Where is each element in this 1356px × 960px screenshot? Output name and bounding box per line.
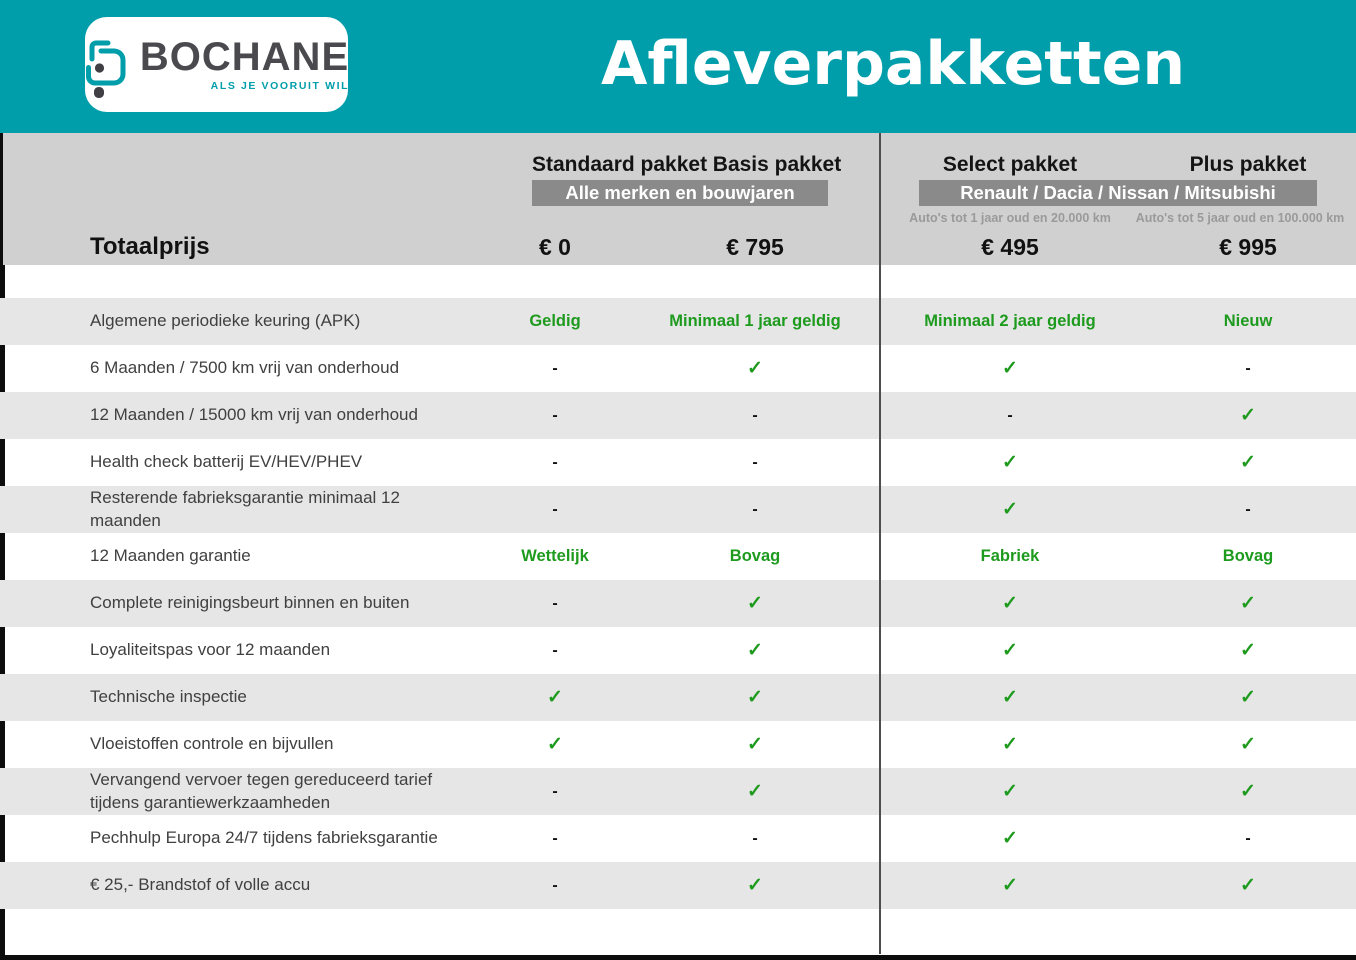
dash-mark: - [552,594,558,612]
check-mark-icon: ✓ [547,687,563,708]
check-mark-icon: ✓ [1002,687,1018,708]
feature-row [0,345,1356,392]
check-mark-icon: ✓ [747,875,763,896]
feature-label: 12 Maanden / 15000 km vrij van onderhoud [90,405,418,425]
feature-label: Health check batterij EV/HEV/PHEV [90,452,363,472]
check-mark-icon: ✓ [1002,452,1018,473]
check-mark-icon: ✓ [1002,875,1018,896]
dash-mark: - [552,500,558,518]
price-select: € 495 [981,233,1039,260]
feature-label: Resterende fabrieksgarantie minimaal 12 maanden [90,488,400,530]
logo-wordmark: BOCHANE [139,35,350,79]
feature-row [0,533,1356,580]
spacer-row [0,265,1356,298]
dash-mark: - [552,406,558,424]
dash-mark: - [552,359,558,377]
feature-row [0,392,1356,439]
check-mark-icon: ✓ [1240,875,1256,896]
feature-label: Algemene periodieke keuring (APK) [90,311,361,331]
feature-row [0,768,1356,815]
feature-label: 12 Maanden garantie [90,546,251,566]
feature-label: 6 Maanden / 7500 km vrij van onderhoud [90,358,400,378]
dash-mark: - [752,453,758,471]
check-mark-icon: ✓ [747,640,763,661]
feature-label: Complete reinigingsbeurt binnen en buiten [90,593,410,613]
header-banner [0,0,1356,133]
dash-mark: - [1245,359,1251,377]
bochane-car-icon [84,35,130,99]
feature-label: Technische inspectie [90,687,247,707]
column-subtitle-select: Auto's tot 1 jaar oud en 20.000 km [909,211,1111,225]
check-mark-icon: ✓ [747,687,763,708]
feature-label: Vervangend vervoer tegen gereduceerd tarief tijdens garantiewerkzaamheden [90,770,433,812]
price-standaard: € 0 [539,233,571,260]
feature-row [0,815,1356,862]
check-mark-icon: ✓ [1240,687,1256,708]
group-banner-all-brands: Alle merken en bouwjaren [532,180,828,206]
feature-value-text: Minimaal 1 jaar geldig [669,312,841,330]
table-header [0,133,1356,265]
price-basis: € 795 [726,233,784,260]
dash-mark: - [1007,406,1013,424]
feature-value-text: Bovag [1222,547,1274,565]
feature-value-text: Nieuw [1223,312,1273,330]
feature-value-text: Bovag [729,547,781,565]
feature-row [0,721,1356,768]
feature-label: Vloeistoffen controle en bijvullen [90,734,334,754]
check-mark-icon: ✓ [747,734,763,755]
feature-label: € 25,- Brandstof of volle accu [90,875,311,895]
price-plus: € 995 [1219,233,1277,260]
check-mark-icon: ✓ [1002,499,1018,520]
check-mark-icon: ✓ [747,781,763,802]
total-price-label: Totaalprijs [90,233,210,260]
check-mark-icon: ✓ [1002,781,1018,802]
dash-mark: - [552,829,558,847]
check-mark-icon: ✓ [1240,593,1256,614]
dash-mark: - [552,641,558,659]
feature-label: Loyaliteitspas voor 12 maanden [90,640,331,660]
check-mark-icon: ✓ [1002,593,1018,614]
dash-mark: - [752,406,758,424]
check-mark-icon: ✓ [1002,640,1018,661]
feature-row [0,674,1356,721]
feature-row [0,298,1356,345]
feature-value-text: Geldig [529,312,581,330]
feature-row [0,627,1356,674]
dash-mark: - [1245,500,1251,518]
check-mark-icon: ✓ [747,593,763,614]
check-mark-icon: ✓ [1240,734,1256,755]
check-mark-icon: ✓ [1002,358,1018,379]
group-banner-renault-dacia-nissan-mitsubishi: Renault / Dacia / Nissan / Mitsubishi [919,180,1317,206]
dash-mark: - [1245,829,1251,847]
column-subtitle-plus: Auto's tot 5 jaar oud en 100.000 km [1135,211,1345,225]
check-mark-icon: ✓ [1240,781,1256,802]
check-mark-icon: ✓ [1240,405,1256,426]
dash-mark: - [752,829,758,847]
column-title-basis: Basis pakket [712,153,842,176]
dash-mark: - [552,876,558,894]
feature-row [0,862,1356,909]
logo-tagline: ALS JE VOORUIT WIL [210,80,350,92]
check-mark-icon: ✓ [1002,828,1018,849]
feature-row [0,439,1356,486]
check-mark-icon: ✓ [1002,734,1018,755]
feature-label: Pechhulp Europa 24/7 tijdens fabrieksgarantie [90,828,438,848]
column-title-select: Select pakket [942,153,1078,176]
check-mark-icon: ✓ [547,734,563,755]
page-title: Afleverpakketten [600,28,1186,99]
dash-mark: - [752,500,758,518]
check-mark-icon: ✓ [747,358,763,379]
dash-mark: - [552,453,558,471]
column-title-standaard: Standaard pakket [532,153,708,176]
bottom-spacer [0,909,1356,955]
dash-mark: - [552,782,558,800]
column-group-divider [879,133,881,954]
logo-text [140,37,349,92]
check-mark-icon: ✓ [1240,640,1256,661]
column-title-plus: Plus pakket [1189,153,1307,176]
feature-value-text: Wettelijk [521,547,589,565]
feature-row [0,486,1356,533]
feature-table-body [0,298,1356,909]
feature-value-text: Fabriek [980,547,1040,565]
bottom-black-bar [0,955,1356,960]
check-mark-icon: ✓ [1240,452,1256,473]
bochane-logo [85,17,348,112]
feature-row [0,580,1356,627]
feature-value-text: Minimaal 2 jaar geldig [924,312,1096,330]
